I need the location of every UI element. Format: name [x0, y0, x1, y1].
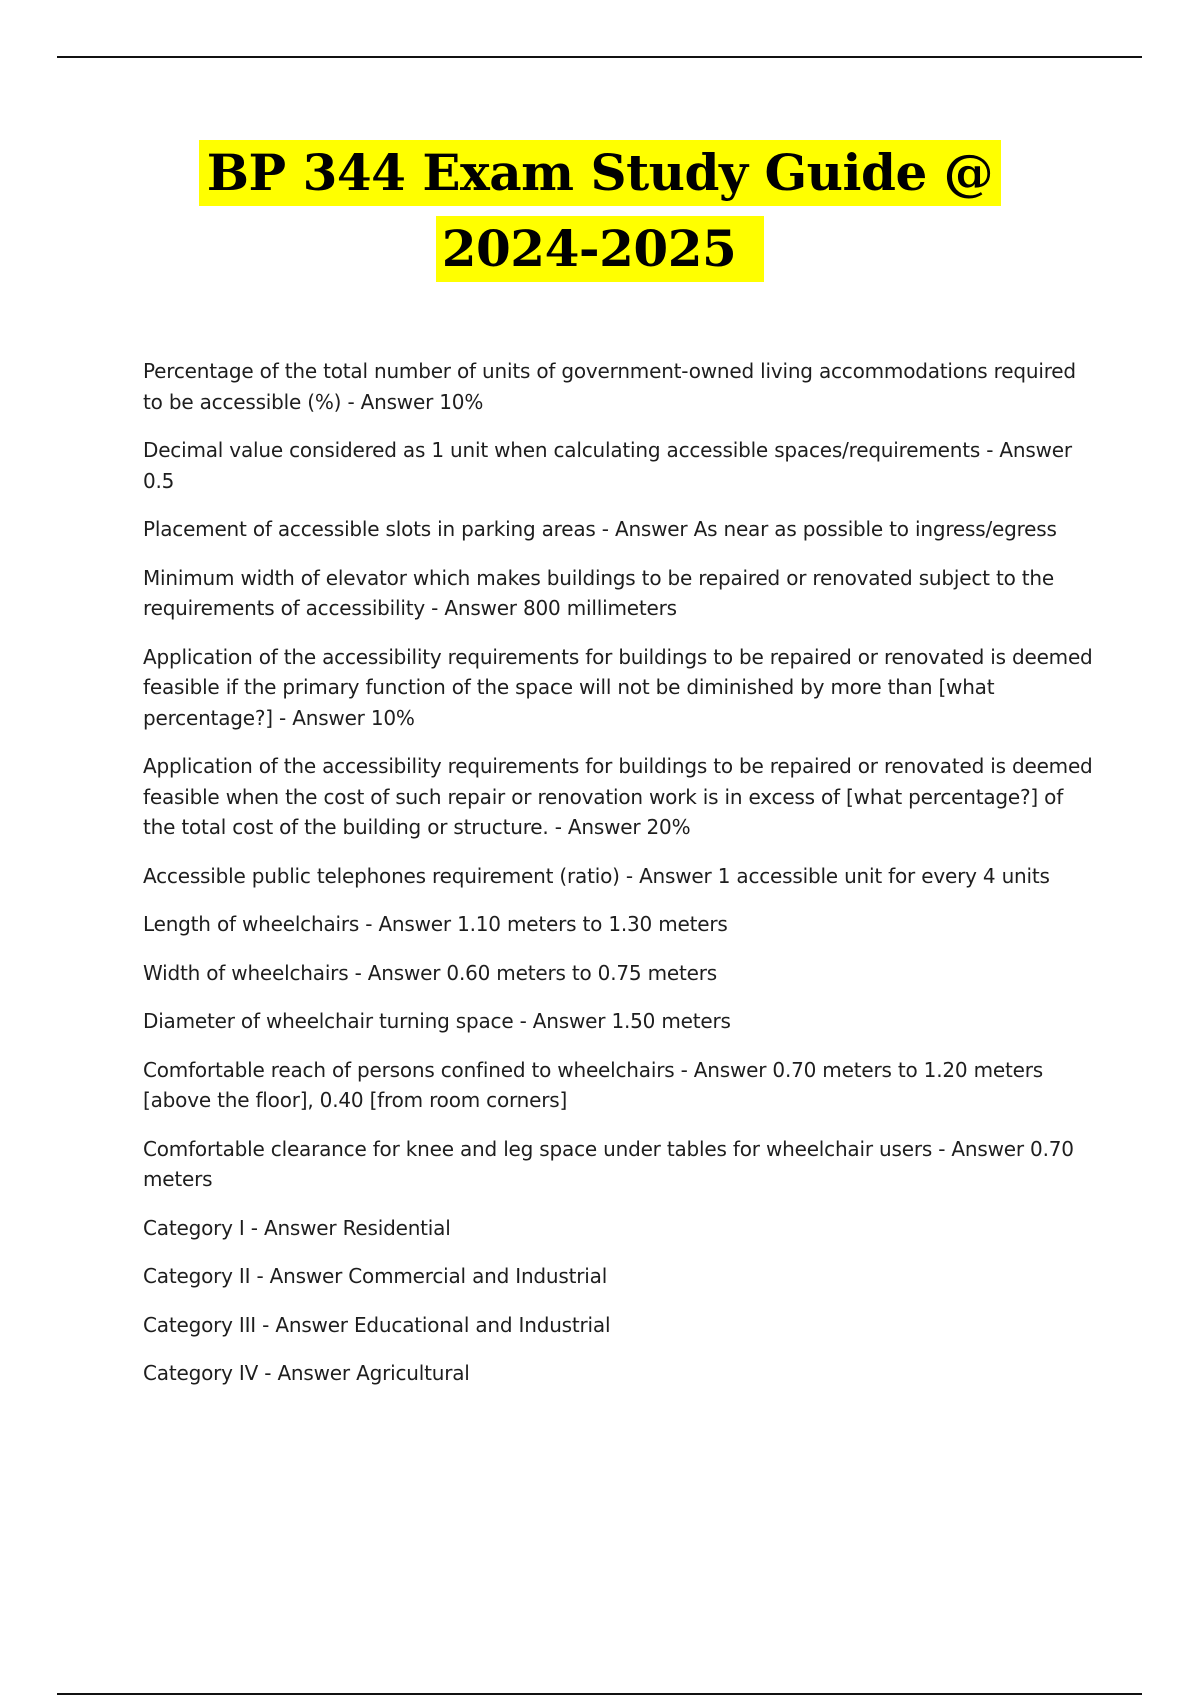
question-text: Category IV — [143, 1361, 259, 1385]
answer-text: 10% — [370, 705, 415, 730]
separator: - — [256, 1312, 276, 1337]
qa-item — [143, 356, 1098, 417]
answer-text: 20% — [646, 815, 691, 839]
question-text: Comfortable clearance for knee and leg space under tables for wheelchair users — [143, 1136, 933, 1161]
answer-text: Commercial and Industrial — [348, 1264, 608, 1288]
question-text: Diameter of wheelchair turning space — [143, 1009, 514, 1033]
separator: - — [932, 1136, 952, 1161]
bottom-rule — [57, 1693, 1142, 1695]
qa-item — [143, 1134, 1098, 1195]
question-text: Accessible public telephones requirement (ratio) — [143, 863, 620, 888]
separator: - — [425, 596, 445, 620]
separator: - — [250, 1264, 270, 1288]
answer-prefix: Answer — [999, 438, 1072, 462]
separator: - — [272, 705, 293, 730]
question-text: Category II — [143, 1264, 251, 1288]
qa-item — [143, 642, 1098, 734]
qa-list — [143, 356, 1098, 1407]
separator: - — [980, 438, 1000, 462]
qa-item — [143, 435, 1098, 496]
answer-prefix: Answer — [360, 389, 434, 414]
separator: - — [674, 1057, 694, 1082]
separator: - — [341, 389, 361, 414]
answer-text: 0.70 meters — [143, 1136, 1074, 1191]
question-text: Percentage of the total number of units of government-owned living accommodations required to be accessible (%) — [143, 359, 1076, 414]
qa-item — [143, 1006, 1098, 1037]
answer-text: 800 millimeters — [523, 596, 677, 620]
separator: - — [513, 1009, 533, 1033]
answer-prefix: Answer — [277, 1361, 350, 1385]
answer-text: As near as possible to ingress/egress — [693, 517, 1057, 541]
separator: - — [359, 912, 379, 936]
qa-item — [143, 861, 1098, 892]
answer-text: 0.60 meters to 0.75 meters — [446, 960, 717, 985]
qa-item — [143, 1055, 1098, 1116]
answer-text: 0.70 meters to 1.20 meters [above the floor], 0.40 [from room corners] — [143, 1057, 1043, 1112]
title-block — [0, 140, 1200, 282]
answer-text: 1.50 meters — [611, 1009, 731, 1033]
qa-item — [143, 751, 1098, 843]
question-text: Comfortable reach of persons confined to wheelchairs — [143, 1057, 675, 1082]
answer-text: Agricultural — [356, 1361, 470, 1385]
separator: - — [348, 960, 368, 985]
separator: - — [244, 1215, 264, 1240]
answer-prefix: Answer — [275, 1312, 348, 1337]
question-text: Length of wheelchairs — [143, 912, 360, 936]
answer-prefix: Answer — [378, 912, 451, 936]
answer-prefix: Answer — [951, 1136, 1024, 1161]
answer-prefix: Answer — [639, 863, 712, 888]
question-text: Category I — [143, 1215, 245, 1240]
answer-text: 0.5 — [143, 468, 175, 493]
answer-prefix: Answer — [444, 596, 517, 620]
separator: - — [595, 517, 615, 541]
answer-text: 10% — [439, 389, 484, 414]
answer-text: 1.10 meters to 1.30 meters — [457, 912, 728, 936]
answer-prefix: Answer — [367, 960, 441, 985]
question-text: Decimal value considered as 1 unit when calculating accessible spaces/requirements — [143, 438, 981, 462]
qa-item — [143, 1261, 1098, 1292]
answer-text: 1 accessible unit for every 4 units — [717, 863, 1050, 888]
separator: - — [258, 1361, 278, 1385]
answer-prefix: Answer — [614, 517, 688, 541]
answer-prefix: Answer — [292, 705, 365, 730]
answer-prefix: Answer — [532, 1009, 606, 1033]
qa-item — [143, 563, 1098, 624]
qa-item — [143, 514, 1098, 545]
top-rule — [57, 56, 1142, 58]
qa-item — [143, 958, 1098, 989]
qa-item — [143, 909, 1098, 940]
answer-text: Educational and Industrial — [354, 1312, 611, 1337]
answer-text: Residential — [342, 1215, 451, 1240]
qa-item — [143, 1310, 1098, 1341]
page-title-line-2: 2024-2025 — [436, 216, 765, 282]
qa-item — [143, 1213, 1098, 1244]
qa-item — [143, 1358, 1098, 1389]
separator: - — [619, 863, 640, 888]
answer-prefix: Answer — [567, 815, 641, 839]
answer-prefix: Answer — [269, 1264, 343, 1288]
question-text: Width of wheelchairs — [143, 960, 349, 985]
question-text: Application of the accessibility requirements for buildings to be repaired or renovated is deemed feasible when the cost of such repair or renovation work is in excess of [what percentage?] of the total cost of the building or structure. — [143, 754, 1093, 839]
page-title-line-1: BP 344 Exam Study Guide @ — [199, 140, 1001, 206]
question-text: Application of the accessibility requirements for buildings to be repaired or renovated is deemed feasible if the primary function of the space will not be diminished by more than [what percentage?] — [143, 644, 1093, 730]
answer-prefix: Answer — [263, 1215, 337, 1240]
separator: - — [548, 815, 568, 839]
answer-prefix: Answer — [693, 1057, 767, 1082]
question-text: Minimum width of elevator which makes buildings to be repaired or renovated subject to the requirements of accessibility — [143, 565, 1055, 620]
question-text: Category III — [143, 1312, 257, 1337]
question-text: Placement of accessible slots in parking areas — [143, 517, 596, 541]
